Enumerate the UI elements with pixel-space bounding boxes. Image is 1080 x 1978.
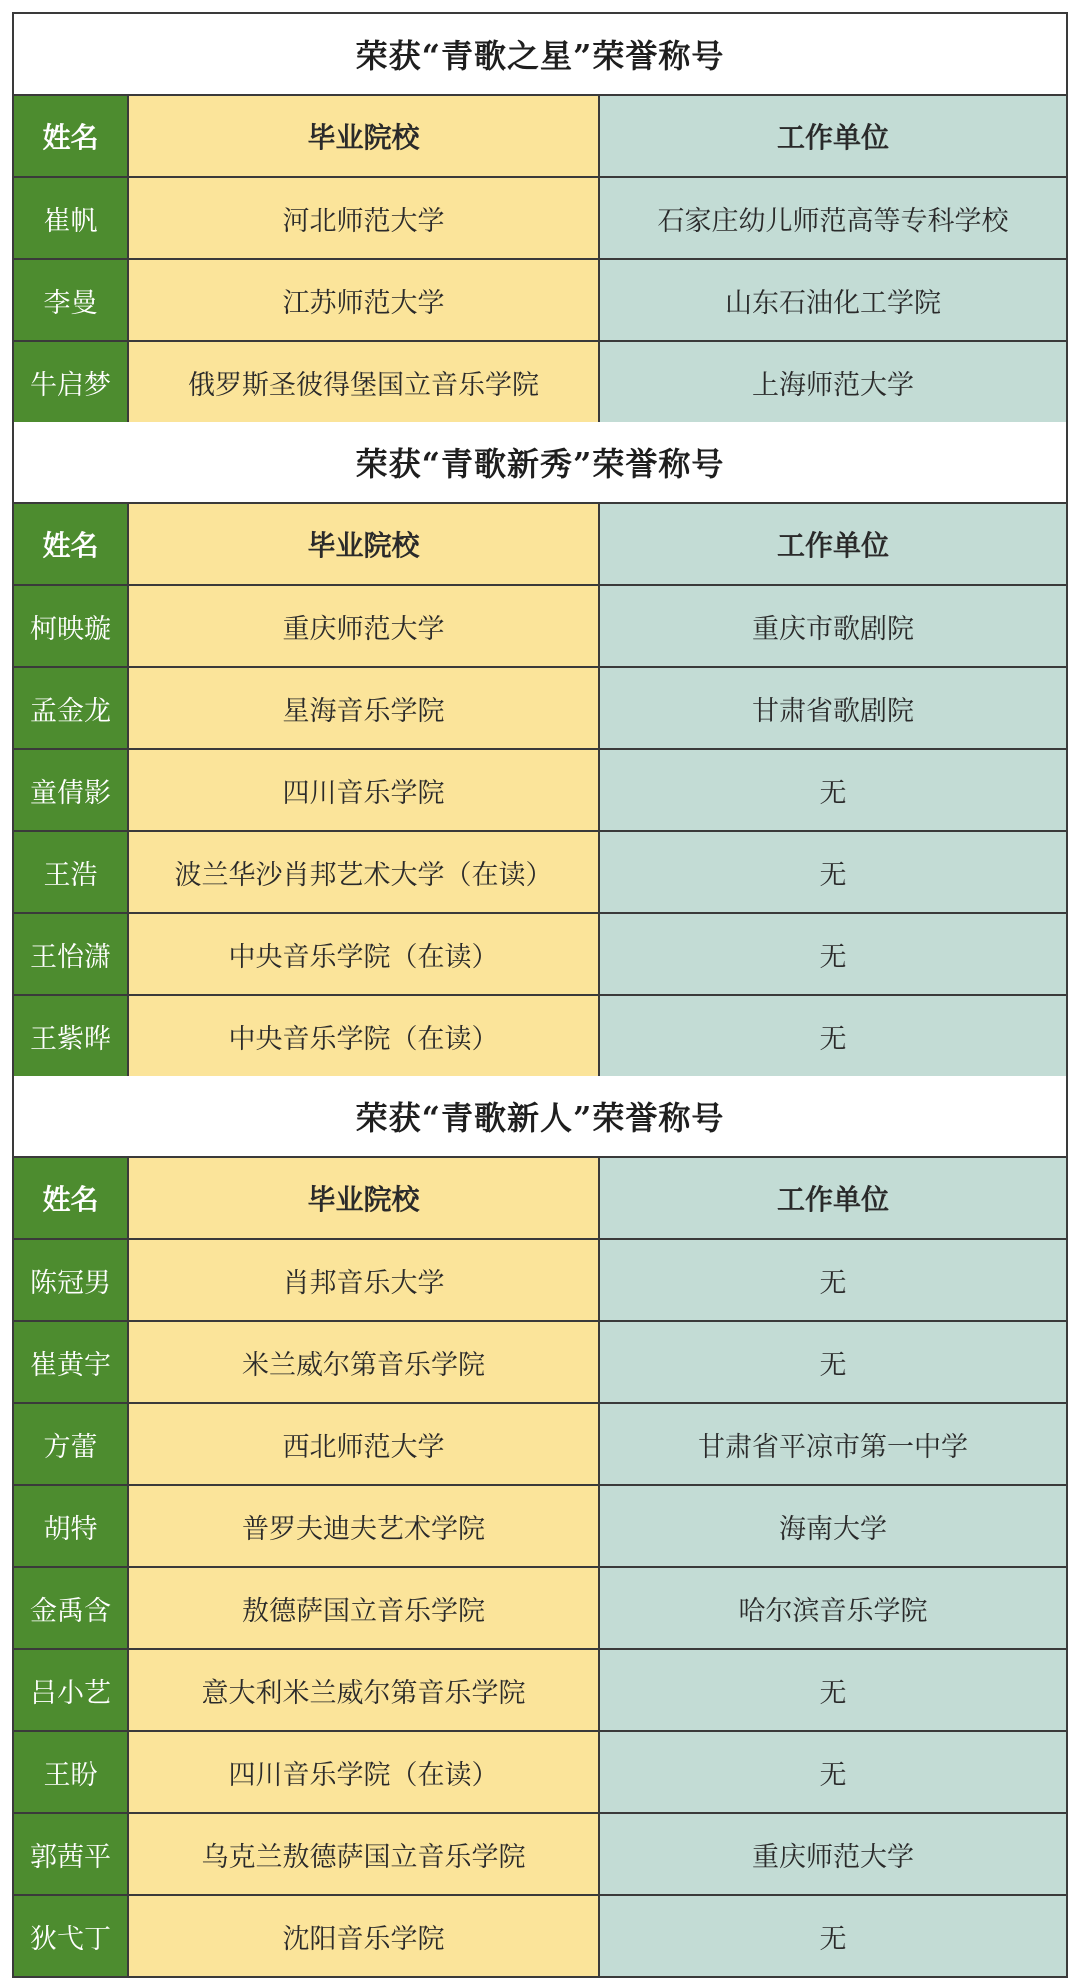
table-row <box>14 750 1066 832</box>
school-cell: 沈阳音乐学院 <box>129 1896 600 1976</box>
table-row <box>14 1404 1066 1486</box>
work-cell: 甘肃省平凉市第一中学 <box>600 1404 1066 1484</box>
name-cell: 郭茜平 <box>14 1814 129 1894</box>
table-row <box>14 1568 1066 1650</box>
name-column-header: 姓名 <box>14 96 129 176</box>
name-cell: 吕小艺 <box>14 1650 129 1730</box>
section-title: 荣获“青歌之星”荣誉称号 <box>14 14 1066 96</box>
table-row <box>14 1650 1066 1732</box>
school-column-header: 毕业院校 <box>129 96 600 176</box>
table-row <box>14 342 1066 422</box>
table-row <box>14 1732 1066 1814</box>
name-cell: 崔黄宇 <box>14 1322 129 1402</box>
school-cell: 星海音乐学院 <box>129 668 600 748</box>
table-row <box>14 668 1066 750</box>
name-cell: 王浩 <box>14 832 129 912</box>
name-cell: 柯映璇 <box>14 586 129 666</box>
work-cell: 无 <box>600 1240 1066 1320</box>
honor-section <box>14 1076 1066 1976</box>
name-column-header: 姓名 <box>14 504 129 584</box>
name-cell: 陈冠男 <box>14 1240 129 1320</box>
work-cell: 海南大学 <box>600 1486 1066 1566</box>
name-column-header: 姓名 <box>14 1158 129 1238</box>
work-cell: 无 <box>600 1650 1066 1730</box>
table-row <box>14 1322 1066 1404</box>
name-cell: 王怡潇 <box>14 914 129 994</box>
honor-section <box>14 422 1066 1076</box>
table-header-row <box>14 96 1066 178</box>
school-cell: 重庆师范大学 <box>129 586 600 666</box>
name-cell: 孟金龙 <box>14 668 129 748</box>
school-cell: 西北师范大学 <box>129 1404 600 1484</box>
table-row <box>14 586 1066 668</box>
work-cell: 哈尔滨音乐学院 <box>600 1568 1066 1648</box>
work-column-header: 工作单位 <box>600 504 1066 584</box>
work-cell: 无 <box>600 832 1066 912</box>
table-row <box>14 1814 1066 1896</box>
table-row <box>14 260 1066 342</box>
school-cell: 意大利米兰威尔第音乐学院 <box>129 1650 600 1730</box>
section-title: 荣获“青歌新秀”荣誉称号 <box>14 422 1066 504</box>
honors-table <box>12 12 1068 1978</box>
school-cell: 四川音乐学院 <box>129 750 600 830</box>
work-cell: 重庆市歌剧院 <box>600 586 1066 666</box>
work-cell: 无 <box>600 1896 1066 1976</box>
school-cell: 河北师范大学 <box>129 178 600 258</box>
honor-section <box>14 14 1066 422</box>
work-cell: 无 <box>600 1732 1066 1812</box>
work-cell: 山东石油化工学院 <box>600 260 1066 340</box>
table-row <box>14 1486 1066 1568</box>
work-cell: 无 <box>600 996 1066 1076</box>
name-cell: 李曼 <box>14 260 129 340</box>
school-cell: 普罗夫迪夫艺术学院 <box>129 1486 600 1566</box>
table-row <box>14 178 1066 260</box>
work-cell: 无 <box>600 914 1066 994</box>
work-column-header: 工作单位 <box>600 1158 1066 1238</box>
school-cell: 中央音乐学院（在读） <box>129 996 600 1076</box>
school-cell: 肖邦音乐大学 <box>129 1240 600 1320</box>
school-cell: 乌克兰敖德萨国立音乐学院 <box>129 1814 600 1894</box>
table-row <box>14 914 1066 996</box>
school-cell: 四川音乐学院（在读） <box>129 1732 600 1812</box>
school-cell: 中央音乐学院（在读） <box>129 914 600 994</box>
table-row <box>14 996 1066 1076</box>
table-row <box>14 1240 1066 1322</box>
school-column-header: 毕业院校 <box>129 504 600 584</box>
school-cell: 波兰华沙肖邦艺术大学（在读） <box>129 832 600 912</box>
name-cell: 金禹含 <box>14 1568 129 1648</box>
work-cell: 无 <box>600 1322 1066 1402</box>
work-cell: 重庆师范大学 <box>600 1814 1066 1894</box>
table-header-row <box>14 1158 1066 1240</box>
school-column-header: 毕业院校 <box>129 1158 600 1238</box>
work-column-header: 工作单位 <box>600 96 1066 176</box>
work-cell: 石家庄幼儿师范高等专科学校 <box>600 178 1066 258</box>
section-title: 荣获“青歌新人”荣誉称号 <box>14 1076 1066 1158</box>
table-header-row <box>14 504 1066 586</box>
name-cell: 王盼 <box>14 1732 129 1812</box>
school-cell: 江苏师范大学 <box>129 260 600 340</box>
name-cell: 狄弋丁 <box>14 1896 129 1976</box>
work-cell: 无 <box>600 750 1066 830</box>
name-cell: 王紫晔 <box>14 996 129 1076</box>
school-cell: 米兰威尔第音乐学院 <box>129 1322 600 1402</box>
name-cell: 方蕾 <box>14 1404 129 1484</box>
school-cell: 敖德萨国立音乐学院 <box>129 1568 600 1648</box>
school-cell: 俄罗斯圣彼得堡国立音乐学院 <box>129 342 600 422</box>
work-cell: 甘肃省歌剧院 <box>600 668 1066 748</box>
name-cell: 崔帆 <box>14 178 129 258</box>
name-cell: 胡特 <box>14 1486 129 1566</box>
name-cell: 牛启梦 <box>14 342 129 422</box>
name-cell: 童倩影 <box>14 750 129 830</box>
work-cell: 上海师范大学 <box>600 342 1066 422</box>
table-row <box>14 1896 1066 1976</box>
table-row <box>14 832 1066 914</box>
